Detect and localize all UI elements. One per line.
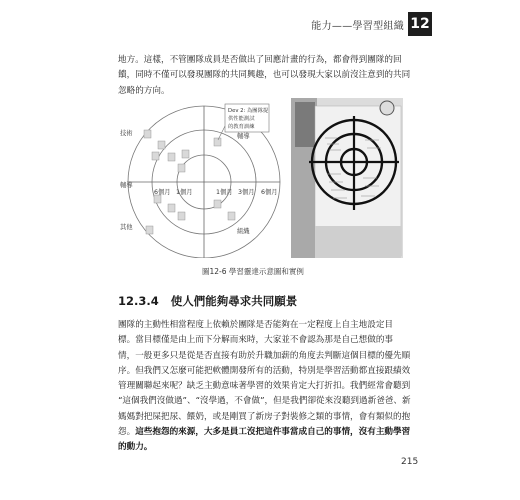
running-header <box>0 12 520 36</box>
axis-label: 1個月 <box>216 189 233 196</box>
intro-line: 地方。這樣，不管團隊成員是否做出了回應計畫的行為，都會得到團隊的回 <box>118 55 402 65</box>
section-number: 12.3.4 <box>118 294 159 308</box>
note-card <box>214 200 221 208</box>
note-card <box>228 212 235 220</box>
target-diagram <box>118 98 288 258</box>
photo-window <box>295 102 315 147</box>
note-card <box>154 195 161 203</box>
whiteboard-photo <box>291 98 403 258</box>
section-title: 使人們能夠尋求共同願景 <box>170 294 298 308</box>
quadrant-label-organization: 組織 <box>237 228 250 235</box>
section-heading <box>118 293 297 309</box>
callout-line: Dev 2: 為團隊提 <box>228 108 269 114</box>
whiteboard-photo-svg <box>291 98 403 258</box>
note-card <box>182 150 189 158</box>
intro-paragraph <box>118 53 418 99</box>
note-card <box>144 130 151 138</box>
quadrant-label-skills: 技術 <box>120 130 133 137</box>
intro-line: 忽略的方向。 <box>118 85 170 96</box>
body-line <box>118 425 418 440</box>
note-card <box>178 212 185 220</box>
body-line: 媽媽對把屎把尿、餵奶，或是剛買了新房子對裝修之類的事情，會有類似的抱 <box>118 411 411 422</box>
note-card <box>146 226 153 234</box>
whiteboard-tray <box>315 226 401 258</box>
figure-caption: 圖12-6 學習靈達示意圖和實例 <box>202 267 304 276</box>
note-card <box>168 153 175 161</box>
quadrant-label-guidance: 輔導 <box>237 133 250 140</box>
body-line: 標。當目標僅是由上而下分解而來時，大家並不會認為那是自己想做的事 <box>118 335 394 346</box>
quadrant-label-coaching: 輔導 <box>120 182 133 189</box>
page-number: 215 <box>401 457 419 467</box>
chapter-number-badge: 12 <box>408 12 432 36</box>
note-card <box>214 138 221 146</box>
callout-line: 供性能測試 <box>228 116 255 122</box>
body-line: 情，一般更多只是從是否直接有助於升職加薪的角度去判斷這個目標的優先順 <box>118 350 411 361</box>
target-diagram-svg <box>118 98 288 258</box>
callout-line: 的教育訓練 <box>228 124 255 130</box>
body-text: 怨。 <box>118 427 136 438</box>
note-card <box>158 141 165 149</box>
note-card <box>152 152 159 160</box>
body-line: 管理關聯起來呢？缺乏主動意味著學習的效果肯定大打折扣。我們經常會聽到 <box>118 381 411 392</box>
axis-label: 6個月 <box>261 189 278 196</box>
note-card <box>168 204 175 212</box>
axis-label: 6個月 <box>154 189 171 196</box>
axis-label: 3個月 <box>238 189 255 196</box>
running-header-title: 能力——學習型組織 <box>311 21 404 32</box>
callout-pointer <box>218 126 225 140</box>
quadrant-label-other: 其他 <box>120 224 133 231</box>
note-card <box>178 164 185 172</box>
intro-line: 饋，同時不僅可以發現團隊的共同興趣，也可以發現大家以前沒注意到的共同 <box>118 70 411 81</box>
body-line: 序。但我們又怎麼可能把軟體開發所有的活動，特別是學習活動都直接跟績效 <box>118 365 411 376</box>
emphasis-text: 這些抱怨的來源，大多是員工沒把這件事當成自己的事情，沒有主動學習 <box>135 427 411 438</box>
body-line: 團隊的主動性相當程度上依賴於團隊是否能夠在一定程度上自主地設定目 <box>118 320 394 330</box>
body-paragraph <box>118 318 418 456</box>
axis-label: 1個月 <box>176 189 193 196</box>
wall-clock-icon <box>380 101 394 115</box>
body-line: “這個我們沒做過”、“沒學過，不會做”，但是我們卻從來沒聽到過新爸爸、新 <box>118 396 411 407</box>
emphasis-text: 的動力。 <box>118 442 153 453</box>
